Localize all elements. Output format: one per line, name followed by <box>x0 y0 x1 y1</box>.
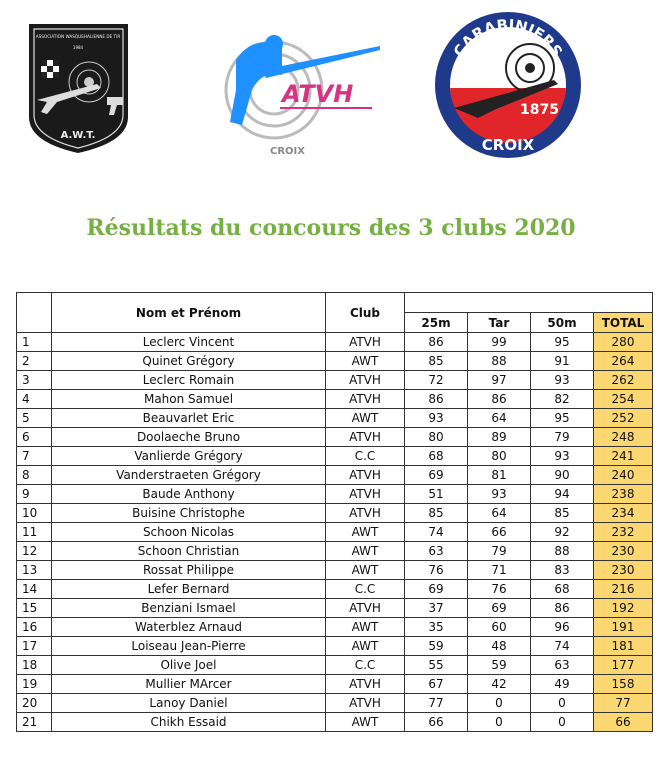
score-tar-cell: 66 <box>468 523 531 542</box>
table-row <box>17 333 653 352</box>
name-cell: Quinet Grégory <box>52 352 326 371</box>
score-50m-cell: 95 <box>531 409 594 428</box>
svg-text:1984: 1984 <box>72 45 84 50</box>
score-tar-cell: 97 <box>468 371 531 390</box>
rank-cell: 9 <box>17 485 52 504</box>
score-50m-cell: 79 <box>531 428 594 447</box>
score-25m-cell: 69 <box>405 466 468 485</box>
name-cell: Vanlierde Grégory <box>52 447 326 466</box>
score-tar-cell: 64 <box>468 504 531 523</box>
score-25m-cell: 85 <box>405 352 468 371</box>
svg-text:ASSOCIATION WASQUEHALIENNE DE: ASSOCIATION WASQUEHALIENNE DE TIR <box>35 34 121 39</box>
tar-header: Tar <box>468 313 531 333</box>
rank-header <box>17 293 52 333</box>
total-cell: 192 <box>594 599 653 618</box>
club-cell: ATVH <box>326 694 405 713</box>
score-tar-cell: 69 <box>468 599 531 618</box>
carabiniers-croix-logo <box>434 10 582 160</box>
score-50m-cell: 91 <box>531 352 594 371</box>
score-25m-cell: 59 <box>405 637 468 656</box>
total-cell: 252 <box>594 409 653 428</box>
score-50m-cell: 86 <box>531 599 594 618</box>
table-row <box>17 428 653 447</box>
total-cell: 181 <box>594 637 653 656</box>
total-cell: 232 <box>594 523 653 542</box>
club-cell: ATVH <box>326 466 405 485</box>
name-cell: Beauvarlet Eric <box>52 409 326 428</box>
score-tar-cell: 80 <box>468 447 531 466</box>
score-25m-cell: 74 <box>405 523 468 542</box>
table-row <box>17 466 653 485</box>
table-row <box>17 694 653 713</box>
svg-text:CROIX: CROIX <box>270 146 305 157</box>
score-50m-cell: 68 <box>531 580 594 599</box>
club-cell: ATVH <box>326 428 405 447</box>
score-tar-cell: 0 <box>468 694 531 713</box>
results-table <box>16 292 653 732</box>
score-50m-cell: 95 <box>531 333 594 352</box>
svg-text:ATVH: ATVH <box>282 80 354 108</box>
total-cell: 248 <box>594 428 653 447</box>
rank-cell: 13 <box>17 561 52 580</box>
club-cell: AWT <box>326 352 405 371</box>
rank-cell: 21 <box>17 713 52 732</box>
total-cell: 66 <box>594 713 653 732</box>
score-tar-cell: 81 <box>468 466 531 485</box>
table-row <box>17 371 653 390</box>
score-tar-cell: 48 <box>468 637 531 656</box>
total-cell: 254 <box>594 390 653 409</box>
score-tar-cell: 76 <box>468 580 531 599</box>
score-tar-cell: 71 <box>468 561 531 580</box>
score-25m-cell: 77 <box>405 694 468 713</box>
score-25m-cell: 55 <box>405 656 468 675</box>
25m-header: 25m <box>405 313 468 333</box>
score-tar-cell: 89 <box>468 428 531 447</box>
club-cell: AWT <box>326 561 405 580</box>
club-cell: ATVH <box>326 504 405 523</box>
club-cell: ATVH <box>326 599 405 618</box>
score-50m-cell: 94 <box>531 485 594 504</box>
score-25m-cell: 67 <box>405 675 468 694</box>
name-cell: Benziani Ismael <box>52 599 326 618</box>
score-tar-cell: 88 <box>468 352 531 371</box>
score-50m-cell: 85 <box>531 504 594 523</box>
name-cell: Schoon Nicolas <box>52 523 326 542</box>
name-cell: Schoon Christian <box>52 542 326 561</box>
50m-header: 50m <box>531 313 594 333</box>
rank-cell: 2 <box>17 352 52 371</box>
name-cell: Mahon Samuel <box>52 390 326 409</box>
name-cell: Loiseau Jean-Pierre <box>52 637 326 656</box>
total-cell: 216 <box>594 580 653 599</box>
rank-cell: 16 <box>17 618 52 637</box>
table-row <box>17 656 653 675</box>
rank-cell: 4 <box>17 390 52 409</box>
rank-cell: 10 <box>17 504 52 523</box>
score-25m-cell: 37 <box>405 599 468 618</box>
score-tar-cell: 93 <box>468 485 531 504</box>
score-tar-cell: 0 <box>468 713 531 732</box>
table-row <box>17 409 653 428</box>
score-25m-cell: 93 <box>405 409 468 428</box>
svg-text:CROIX: CROIX <box>481 136 535 154</box>
total-cell: 191 <box>594 618 653 637</box>
score-50m-cell: 90 <box>531 466 594 485</box>
name-cell: Doolaeche Bruno <box>52 428 326 447</box>
score-50m-cell: 0 <box>531 694 594 713</box>
name-cell: Rossat Philippe <box>52 561 326 580</box>
svg-text:CARABINIERS: CARABINIERS <box>449 15 567 61</box>
table-row <box>17 580 653 599</box>
total-cell: 238 <box>594 485 653 504</box>
score-25m-cell: 76 <box>405 561 468 580</box>
total-cell: 234 <box>594 504 653 523</box>
rank-cell: 18 <box>17 656 52 675</box>
table-row <box>17 504 653 523</box>
rank-cell: 5 <box>17 409 52 428</box>
score-50m-cell: 93 <box>531 371 594 390</box>
score-25m-cell: 63 <box>405 542 468 561</box>
total-cell: 230 <box>594 542 653 561</box>
name-cell: Baude Anthony <box>52 485 326 504</box>
score-50m-cell: 74 <box>531 637 594 656</box>
table-row <box>17 713 653 732</box>
club-cell: ATVH <box>326 675 405 694</box>
table-row <box>17 447 653 466</box>
table-row <box>17 561 653 580</box>
score-50m-cell: 92 <box>531 523 594 542</box>
score-25m-cell: 35 <box>405 618 468 637</box>
svg-text:1875: 1875 <box>520 102 559 118</box>
score-25m-cell: 69 <box>405 580 468 599</box>
rank-cell: 8 <box>17 466 52 485</box>
score-tar-cell: 99 <box>468 333 531 352</box>
score-25m-cell: 51 <box>405 485 468 504</box>
table-row <box>17 542 653 561</box>
table-row <box>17 675 653 694</box>
atvh-logo <box>222 30 382 160</box>
score-tar-cell: 60 <box>468 618 531 637</box>
club-cell: C.C <box>326 656 405 675</box>
score-25m-cell: 66 <box>405 713 468 732</box>
total-cell: 230 <box>594 561 653 580</box>
score-25m-cell: 80 <box>405 428 468 447</box>
total-cell: 177 <box>594 656 653 675</box>
rank-cell: 14 <box>17 580 52 599</box>
header-spacer <box>405 293 653 313</box>
rank-cell: 6 <box>17 428 52 447</box>
name-cell: Lefer Bernard <box>52 580 326 599</box>
svg-text:A.W.T.: A.W.T. <box>60 130 96 141</box>
awt-logo <box>27 22 130 155</box>
table-row <box>17 599 653 618</box>
score-25m-cell: 86 <box>405 390 468 409</box>
score-50m-cell: 93 <box>531 447 594 466</box>
club-header: Club <box>326 293 405 333</box>
score-50m-cell: 82 <box>531 390 594 409</box>
score-50m-cell: 49 <box>531 675 594 694</box>
table-row <box>17 637 653 656</box>
club-cell: C.C <box>326 580 405 599</box>
rank-cell: 19 <box>17 675 52 694</box>
rank-cell: 12 <box>17 542 52 561</box>
name-cell: Leclerc Romain <box>52 371 326 390</box>
score-50m-cell: 83 <box>531 561 594 580</box>
score-tar-cell: 64 <box>468 409 531 428</box>
rank-cell: 17 <box>17 637 52 656</box>
club-cell: C.C <box>326 447 405 466</box>
club-cell: ATVH <box>326 333 405 352</box>
club-cell: ATVH <box>326 485 405 504</box>
score-50m-cell: 88 <box>531 542 594 561</box>
table-row <box>17 523 653 542</box>
name-cell: Lanoy Daniel <box>52 694 326 713</box>
table-header-row <box>17 293 653 313</box>
name-cell: Mullier MArcer <box>52 675 326 694</box>
total-header: TOTAL <box>594 313 653 333</box>
table-row <box>17 352 653 371</box>
total-cell: 262 <box>594 371 653 390</box>
score-25m-cell: 68 <box>405 447 468 466</box>
score-tar-cell: 59 <box>468 656 531 675</box>
club-cell: ATVH <box>326 371 405 390</box>
club-cell: AWT <box>326 618 405 637</box>
table-row <box>17 618 653 637</box>
score-tar-cell: 86 <box>468 390 531 409</box>
total-cell: 77 <box>594 694 653 713</box>
name-cell: Leclerc Vincent <box>52 333 326 352</box>
club-cell: AWT <box>326 409 405 428</box>
club-cell: AWT <box>326 542 405 561</box>
name-cell: Buisine Christophe <box>52 504 326 523</box>
name-cell: Waterblez Arnaud <box>52 618 326 637</box>
table-row <box>17 485 653 504</box>
total-cell: 280 <box>594 333 653 352</box>
rank-cell: 7 <box>17 447 52 466</box>
score-tar-cell: 42 <box>468 675 531 694</box>
club-cell: ATVH <box>326 390 405 409</box>
club-cell: AWT <box>326 523 405 542</box>
club-cell: AWT <box>326 713 405 732</box>
name-header: Nom et Prénom <box>52 293 326 333</box>
score-50m-cell: 63 <box>531 656 594 675</box>
score-25m-cell: 72 <box>405 371 468 390</box>
table-row <box>17 390 653 409</box>
total-cell: 240 <box>594 466 653 485</box>
score-50m-cell: 0 <box>531 713 594 732</box>
rank-cell: 3 <box>17 371 52 390</box>
total-cell: 158 <box>594 675 653 694</box>
page-title: Résultats du concours des 3 clubs 2020 <box>86 215 576 241</box>
rank-cell: 1 <box>17 333 52 352</box>
name-cell: Chikh Essaid <box>52 713 326 732</box>
rank-cell: 11 <box>17 523 52 542</box>
score-25m-cell: 85 <box>405 504 468 523</box>
total-cell: 264 <box>594 352 653 371</box>
rank-cell: 20 <box>17 694 52 713</box>
total-cell: 241 <box>594 447 653 466</box>
name-cell: Vanderstraeten Grégory <box>52 466 326 485</box>
name-cell: Olive Joel <box>52 656 326 675</box>
score-25m-cell: 86 <box>405 333 468 352</box>
score-50m-cell: 96 <box>531 618 594 637</box>
score-tar-cell: 79 <box>468 542 531 561</box>
rank-cell: 15 <box>17 599 52 618</box>
club-cell: AWT <box>326 637 405 656</box>
